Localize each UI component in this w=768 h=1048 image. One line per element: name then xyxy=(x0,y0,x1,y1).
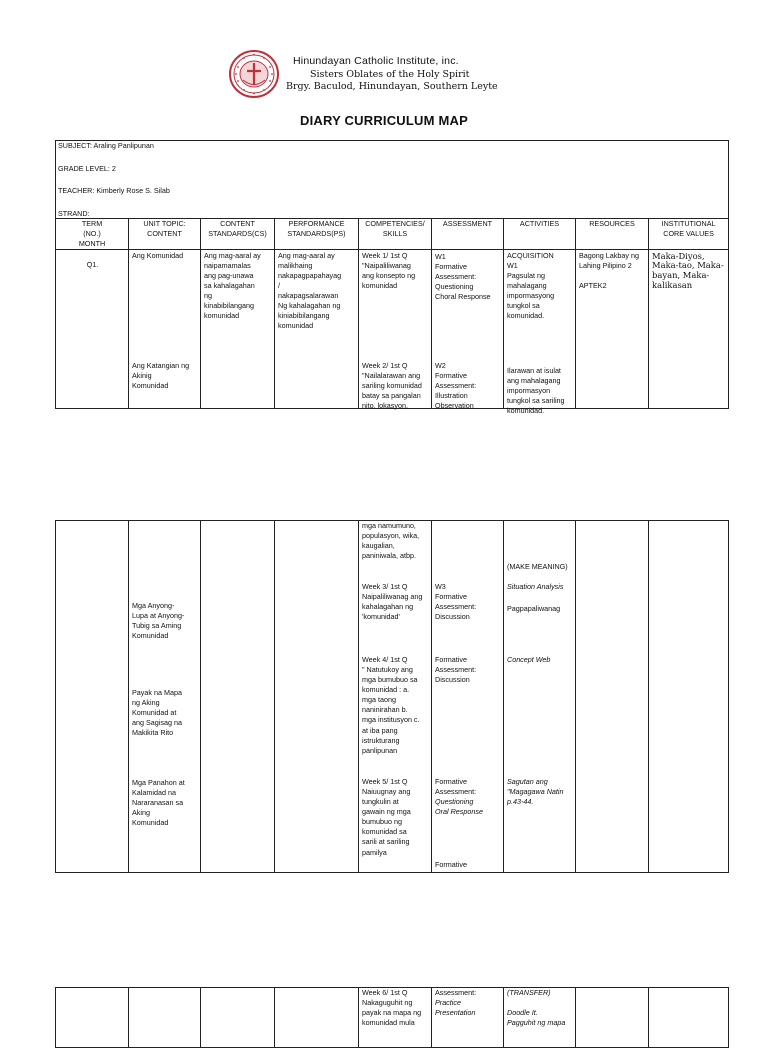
competency-text: mga namumuno, populasyon, wika, kaugalian, paniniwala, atbp. xyxy=(362,521,420,561)
competency-text: Week 6/ 1st Q Nakaguguhit ng payak na mapa ng komunidad mula xyxy=(362,988,422,1028)
resources-cell xyxy=(576,249,649,408)
school-name: Hinundayan Catholic Institute, inc. xyxy=(293,55,459,67)
activity-text: Situation Analysis xyxy=(507,582,564,591)
assessment-text: W3 Formative Assessment: Discussion xyxy=(435,582,477,622)
assessment-text: Formative xyxy=(435,860,467,869)
column-header-performance-standards: PERFORMANCE STANDARDS(PS) xyxy=(275,218,359,249)
content-standards-cell xyxy=(201,988,275,1048)
assessment-cell xyxy=(432,988,504,1048)
term-cell xyxy=(56,521,129,873)
activities-cell xyxy=(504,988,576,1048)
curriculum-table-page-3 xyxy=(55,987,729,1048)
unit-cell xyxy=(129,249,201,408)
assessment-cell xyxy=(432,521,504,873)
curriculum-table-page-1 xyxy=(55,140,729,416)
competencies-cell xyxy=(359,249,432,411)
unit-topic: Mga Anyong- Lupa at Anyong- Tubig sa Aming Komunidad xyxy=(132,601,185,641)
activities-cell xyxy=(504,521,576,873)
core-values-text: Maka-Diyos, Maka-tao, Maka- bayan, Maka- kalikasan xyxy=(652,250,724,290)
assessment-text: Assessment: xyxy=(435,988,477,997)
content-standards-cell xyxy=(201,249,275,408)
resources-cell xyxy=(576,988,649,1048)
unit-cell xyxy=(129,521,201,873)
assessment-cell xyxy=(432,249,504,411)
activity-stage: (TRANSFER) xyxy=(507,988,551,997)
strand-line: STRAND: xyxy=(58,208,90,218)
info-block xyxy=(56,141,729,219)
column-header-content-standards: CONTENT STANDARDS(CS) xyxy=(201,218,275,249)
competency-text: Week 1/ 1st Q "Naipaliliwanag ang konsepto ng komunidad xyxy=(362,250,416,290)
competency-text: Week 4/ 1st Q " Natutukoy ang mga bumubuo sa komunidad : a. mga taong naninirahan b. mga institusyon c. at iba pang istrukturang panlipunan xyxy=(362,655,420,755)
unit-topic: Payak na Mapa ng Aking Komunidad at ang Sagisag na Makikita Rito xyxy=(132,688,182,738)
core-values-cell xyxy=(649,249,729,408)
column-header-core-values: INSTITUTIONAL CORE VALUES xyxy=(649,218,729,249)
competency-text: Week 3/ 1st Q Naipaliliwanag ang kahalagahan ng 'komunidad' xyxy=(362,582,423,622)
core-values-cell xyxy=(649,521,729,873)
competencies-cell xyxy=(359,521,432,873)
assessment-method: Practice Presentation xyxy=(435,998,476,1018)
assessment-text: W2 Formative Assessment: Illustration Observation xyxy=(435,360,477,411)
resources-cell xyxy=(576,521,649,873)
school-seal-icon xyxy=(229,49,279,99)
activity-text: ACQUISITION W1 Pagsulat ng mahalagang impormasyong tungkol sa komunidad. xyxy=(507,250,555,321)
page-title: DIARY CURRICULUM MAP xyxy=(300,113,468,128)
core-values-cell xyxy=(649,988,729,1048)
term-cell xyxy=(56,249,129,408)
document-header xyxy=(0,48,768,100)
curriculum-table-page-2 xyxy=(55,520,729,873)
activities-cell xyxy=(504,249,576,416)
activity-text: Concept Web xyxy=(507,655,551,664)
performance-standards-cell xyxy=(275,249,359,408)
assessment-text: Formative Assessment: xyxy=(435,777,477,797)
assessment-method: Questioning Oral Response xyxy=(435,797,483,817)
activity-text: Pagpapaliwanag xyxy=(507,604,561,613)
activity-text: Doodle It. Pagguhit ng mapa xyxy=(507,1008,566,1028)
competencies-cell xyxy=(359,988,432,1048)
content-standards-cell xyxy=(201,521,275,873)
competency-text: Week 5/ 1st Q Naiuugnay ang tungkulin at gawain ng mga bumubuo ng komunidad sa sarili at sariling pamilya xyxy=(362,777,411,857)
column-header-assessment: ASSESSMENT xyxy=(432,218,504,249)
assessment-text: Formative Assessment: Discussion xyxy=(435,655,477,685)
activity-text: Ilarawan at isulat ang mahalagang impormasyon tungkol sa sariling komunidad. xyxy=(507,365,565,416)
term-cell xyxy=(56,988,129,1048)
activity-text: Sagutan ang "Magagawa Natin p.43-44. xyxy=(507,777,564,807)
unit-topic: Ang Komunidad xyxy=(132,250,184,260)
performance-standard-text: Ang mag-aaral ay malikhaing nakapagpapahayag / nakapagsalarawan Ng kahalagahan ng kiniabibilangang komunidad xyxy=(278,250,342,331)
congregation-name: Sisters Oblates of the Holy Spirit xyxy=(310,69,470,80)
activity-stage: (MAKE MEANING) xyxy=(507,562,568,571)
column-header-competencies: COMPETENCIES/ SKILLS xyxy=(359,218,432,249)
performance-standards-cell xyxy=(275,988,359,1048)
unit-cell xyxy=(129,988,201,1048)
performance-standards-cell xyxy=(275,521,359,873)
competency-text: Week 2/ 1st Q "Nailalarawan ang sariling komunidad batay sa pangalan nito, lokasyon, xyxy=(362,360,422,411)
column-header-term: TERM (NO.) MONTH xyxy=(56,218,129,249)
subject-line: SUBJECT: Araling Panlipunan xyxy=(58,141,154,150)
content-standard-text: Ang mag-aaral ay naipamamalas ang pag-unawa sa kahalagahan ng kinabibilangang komunidad xyxy=(204,250,261,321)
unit-topic: Mga Panahon at Kalamidad na Nararanasan sa Aking Komunidad xyxy=(132,778,185,828)
unit-topic: Ang Katangian ng Akinig Komunidad xyxy=(132,360,190,390)
teacher-line: TEACHER: Kimberly Rose S. Silab xyxy=(58,186,170,195)
school-address: Brgy. Baculod, Hinundayan, Southern Leyte xyxy=(286,81,498,92)
grade-level-line: GRADE LEVEL: 2 xyxy=(58,163,116,173)
assessment-text: W1 Formative Assessment: Questioning Choral Response xyxy=(435,251,491,302)
term-value: Q1. xyxy=(86,259,99,269)
resources-text: Bagong Lakbay ng Lahing Pilipino 2 APTEK2 xyxy=(579,250,639,290)
column-header-unit: UNIT TOPIC: CONTENT xyxy=(129,218,201,249)
column-header-activities: ACTIVITIES xyxy=(504,218,576,249)
column-header-resources: RESOURCES xyxy=(576,218,649,249)
